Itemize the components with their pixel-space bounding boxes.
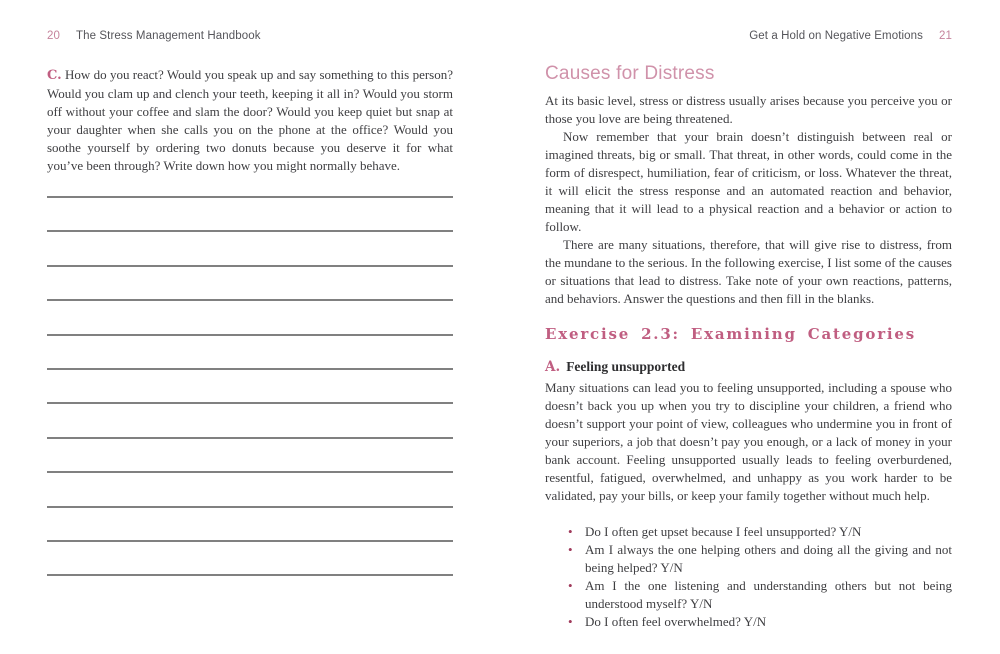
category-heading xyxy=(545,358,952,376)
writing-line xyxy=(47,471,453,505)
writing-line xyxy=(47,299,453,333)
page-right xyxy=(500,0,1000,654)
question-text: Do I often get upset because I feel unsupported? Y/N xyxy=(585,524,862,539)
writing-line xyxy=(47,368,453,402)
writing-lines xyxy=(47,196,453,609)
writing-line xyxy=(47,540,453,574)
writing-line xyxy=(47,230,453,264)
body-paragraph: There are many situations, therefore, that will give rise to distress, from the mundane to the serious. In the following exercise, I list some of the causes or situations that lead to distress. Take note of your own reactions, patterns, and behaviors. Answer the questions and then fill in the blanks. xyxy=(545,237,952,306)
writing-line xyxy=(47,196,453,230)
running-head-right xyxy=(545,30,952,42)
category-body: Many situations can lead you to feeling unsupported, including a spouse who doesn’t back you up when you try to discipline your children, a friend who doesn’t support your point of view, colleagues who undermine you in front of your superiors, a job that doesn’t pay you enough, or a lack of money in your bank account. Feeling unsupported usually leads to feeling overburdened, resentful, fatigued, overwhelmed, and unhappy as you work harder to be validated, pay your bills, or keep your family together without much help. xyxy=(545,380,952,503)
bullet-icon: • xyxy=(568,614,573,629)
question-item xyxy=(545,613,952,631)
writing-line xyxy=(47,574,453,608)
category-title: Feeling unsupported xyxy=(566,359,686,374)
prompt-text: How do you react? Would you speak up and say something to this person? Would you clam up and clench your teeth, keeping it all in? Would you storm off without your coffee and slam the door? Would you keep quiet but snap at your daughter when she calls you on the phone at the office? Would you soothe yourself by ordering two donuts because you deserve it for what you’ve been through? Write down how you might normally behave. xyxy=(47,67,453,173)
page-number-right: 21 xyxy=(939,30,952,42)
running-title-right: Get a Hold on Negative Emotions xyxy=(749,30,923,42)
writing-line xyxy=(47,506,453,540)
body-paragraph: Now remember that your brain doesn’t distinguish between real or imagined threats, big or small. That threat, in other words, could come in the form of disrespect, humiliation, fear of criticism, or loss. Whatever the threat, it will elicit the stress response and an automated reaction and behavior, meaning that it will lead to a physical reaction and a behavior or action to follow. xyxy=(545,129,952,234)
question-item xyxy=(545,577,952,613)
writing-line xyxy=(47,334,453,368)
writing-line xyxy=(47,402,453,436)
writing-line xyxy=(47,265,453,299)
question-item xyxy=(545,541,952,577)
question-text: Am I the one listening and understanding others but not being understood myself? Y/N xyxy=(585,578,952,611)
bullet-icon: • xyxy=(568,542,573,557)
question-text: Do I often feel overwhelmed? Y/N xyxy=(585,614,767,629)
bullet-icon: • xyxy=(568,578,573,593)
prompt-label: C. xyxy=(47,68,62,83)
page-number-left: 20 xyxy=(47,30,60,42)
body-paragraph: At its basic level, stress or distress usually arises because you perceive you or those you love are being threatened. xyxy=(545,93,952,126)
category-label: A. xyxy=(545,359,561,375)
question-list xyxy=(545,523,952,631)
running-title-left: The Stress Management Handbook xyxy=(76,30,261,42)
section-heading: Causes for Distress xyxy=(545,63,715,84)
bullet-icon: • xyxy=(568,524,573,539)
running-head-left xyxy=(47,30,453,42)
writing-line xyxy=(47,437,453,471)
body-paragraphs xyxy=(545,92,952,308)
question-item xyxy=(545,523,952,541)
prompt-paragraph xyxy=(47,66,453,175)
question-text: Am I always the one helping others and doing all the giving and not being helped? Y/N xyxy=(585,542,952,575)
exercise-heading: Exercise 2.3: Examining Categories xyxy=(545,325,917,343)
